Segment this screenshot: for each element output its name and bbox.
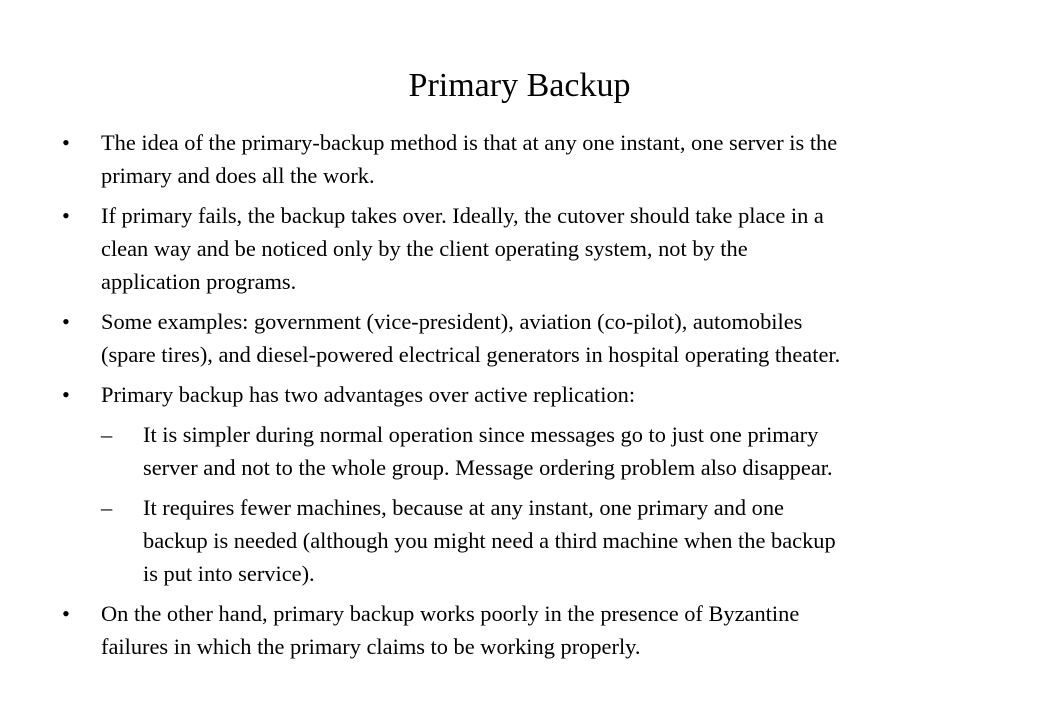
bullet-text-line: On the other hand, primary backup works poorly in the presence of Byzantine bbox=[101, 601, 800, 626]
bullet-text-line: clean way and be noticed only by the client operating system, not by the bbox=[101, 236, 748, 261]
bullet-text-line: The idea of the primary-backup method is that at any one instant, one server is the bbox=[101, 130, 838, 155]
bullet-item bbox=[62, 305, 992, 371]
sub-bullet-text-line: It requires fewer machines, because at any instant, one primary and one bbox=[143, 495, 784, 520]
dash-icon: – bbox=[101, 495, 113, 520]
sub-bullet-text-line: It is simpler during normal operation since messages go to just one primary bbox=[143, 422, 819, 447]
bullet-icon: • bbox=[62, 601, 70, 626]
bullet-icon: • bbox=[62, 203, 70, 228]
sub-bullet-text-line: is put into service). bbox=[143, 561, 315, 586]
bullet-item bbox=[62, 126, 992, 192]
bullet-text-line: (spare tires), and diesel-powered electrical generators in hospital operating theater. bbox=[101, 342, 841, 367]
bullet-item bbox=[62, 199, 992, 298]
bullet-item bbox=[62, 597, 992, 663]
dash-icon: – bbox=[101, 422, 113, 447]
bullet-text-line: application programs. bbox=[101, 269, 297, 294]
bullet-icon: • bbox=[62, 382, 70, 407]
bullet-text-line: If primary fails, the backup takes over. Ideally, the cutover should take place in a bbox=[101, 203, 824, 228]
sub-bullet-text-line: server and not to the whole group. Message ordering problem also disappear. bbox=[143, 455, 833, 480]
bullet-text-line: Some examples: government (vice-president), aviation (co-pilot), automobiles bbox=[101, 309, 803, 334]
bullet-icon: • bbox=[62, 309, 70, 334]
sub-bullet-text-line: backup is needed (although you might need a third machine when the backup bbox=[143, 528, 836, 553]
bullet-list bbox=[62, 126, 992, 670]
sub-bullet-item bbox=[101, 418, 992, 484]
bullet-text-line: primary and does all the work. bbox=[101, 163, 375, 188]
bullet-text-line: failures in which the primary claims to be working properly. bbox=[101, 634, 641, 659]
bullet-text-line: Primary backup has two advantages over active replication: bbox=[101, 382, 636, 407]
bullet-item bbox=[62, 378, 992, 411]
bullet-icon: • bbox=[62, 130, 70, 155]
sub-bullet-item bbox=[101, 491, 992, 590]
slide-title: Primary Backup bbox=[408, 67, 631, 104]
